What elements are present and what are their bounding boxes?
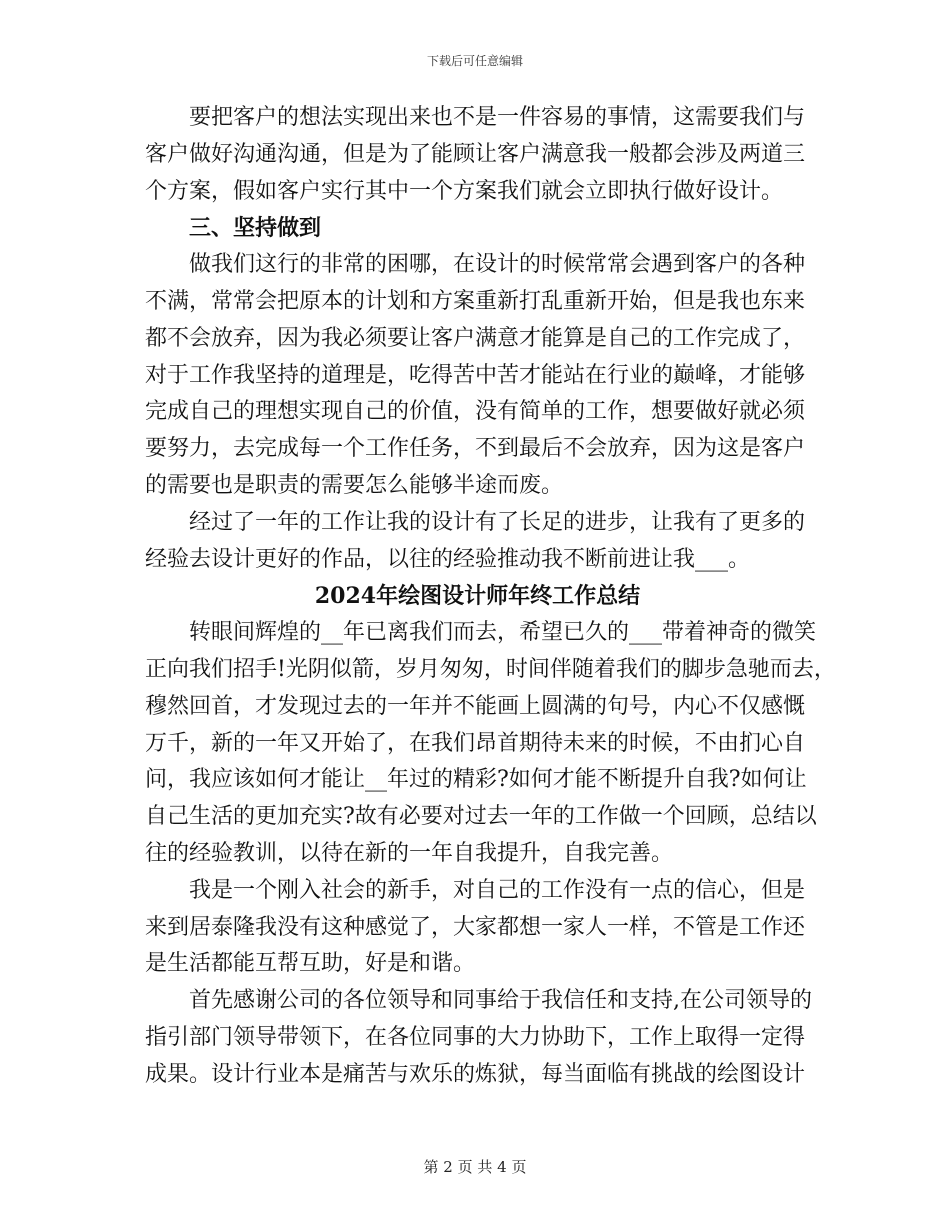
- paragraph-line: 都不会放弃，因为我必须要让客户满意才能算是自己的工作完成了，: [145, 325, 806, 351]
- paragraph-line: 对于工作我坚持的道理是，吃得苦中苦才能站在行业的巅峰，才能够: [145, 362, 806, 388]
- page-number: 第 2 页 共 4 页: [423, 1158, 527, 1176]
- paragraph-line: 经验去设计更好的作品，以往的经验推动我不断前进让我___。: [145, 546, 751, 572]
- paragraph-line: 经过了一年的工作让我的设计有了长足的进步，让我有了更多的: [189, 509, 806, 535]
- paragraph-line: 首先感谢公司的各位领导和同事给于我信任和支持,在公司领导的: [189, 988, 812, 1014]
- document-body: [145, 100, 836, 1094]
- header-note: 下载后可任意编辑: [426, 54, 523, 68]
- paragraph-line: 是生活都能互帮互助，好是和谐。: [145, 951, 476, 977]
- paragraph-line: 正向我们招手!光阴似箭，岁月匆匆，时间伴随着我们的脚步急驰而去，: [145, 656, 836, 682]
- section-heading: 三、坚持做到: [189, 215, 322, 242]
- paragraph-line: 个方案，假如客户实行其中一个方案我们就会立即执行做好设计。: [145, 178, 784, 204]
- paragraph-line: 完成自己的理想实现自己的价值，没有简单的工作，想要做好就必须: [145, 399, 806, 425]
- paragraph-line: 问，我应该如何才能让__年过的精彩?如何才能不断提升自我?如何让: [145, 767, 807, 793]
- paragraph-line: 要把客户的想法实现出来也不是一件容易的事情，这需要我们与: [189, 105, 806, 130]
- paragraph-line: 往的经验教训，以待在新的一年自我提升，自我完善。: [145, 840, 674, 866]
- paragraph-line: 成果。设计行业本是痛苦与欢乐的炼狱，每当面临有挑战的绘图设计: [145, 1061, 806, 1087]
- paragraph-line: 穆然回首，才发现过去的一年并不能画上圆满的句号，内心不仅感慨: [145, 693, 806, 719]
- paragraph-line: 来到居泰隆我没有这种感觉了，大家都想一家人一样，不管是工作还: [145, 914, 806, 940]
- paragraph-line: 自己生活的更加充实?故有必要对过去一年的工作做一个回顾，总结以: [145, 804, 817, 830]
- paragraph-line: 转眼间辉煌的__年已离我们而去，希望已久的___带着神奇的微笑: [189, 620, 817, 646]
- paragraph-line: 不满，常常会把原本的计划和方案重新打乱重新开始，但是我也东来: [145, 288, 806, 314]
- paragraph-line: 指引部门领导带领下，在各位同事的大力协助下，工作上取得一定得: [145, 1024, 806, 1050]
- paragraph-line: 万千，新的一年又开始了，在我们昂首期待未来的时候，不由扪心自: [145, 730, 806, 756]
- paragraph-line: 客户做好沟通沟通，但是为了能顾让客户满意我一般都会涉及两道三: [145, 141, 806, 167]
- paragraph-line: 的需要也是职责的需要怎么能够半途而废。: [145, 472, 564, 498]
- document-title: 2024年绘图设计师年终工作总结: [314, 583, 641, 610]
- paragraph-line: 要努力，去完成每一个工作任务，不到最后不会放弃，因为这是客户: [145, 436, 806, 462]
- paragraph-line: 做我们这行的非常的困哪，在设计的时候常常会遇到客户的各种: [189, 252, 806, 278]
- paragraph-line: 我是一个刚入社会的新手，对自己的工作没有一点的信心，但是: [189, 877, 806, 903]
